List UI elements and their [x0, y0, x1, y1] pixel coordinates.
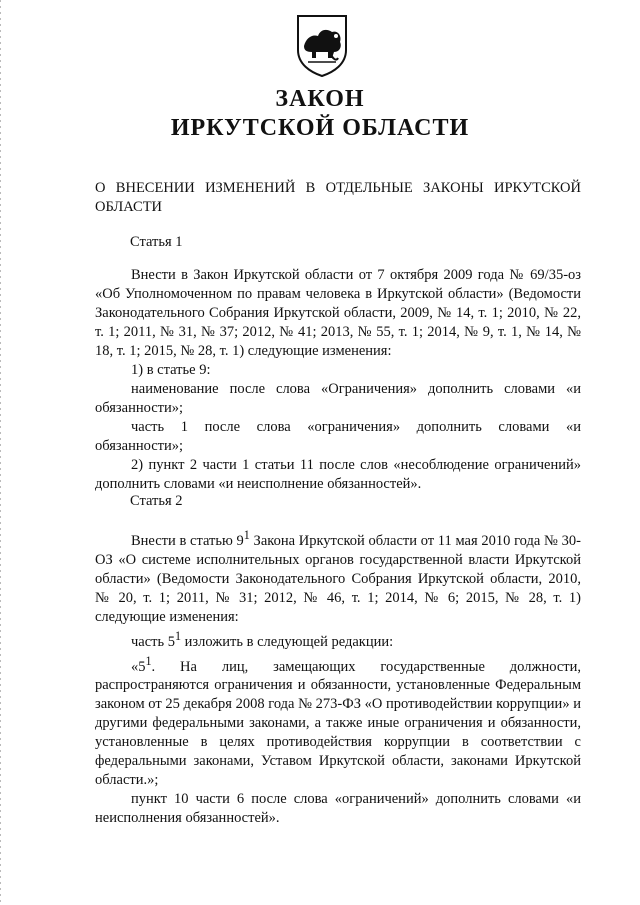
- text-fragment: изложить в следующей редакции:: [181, 633, 394, 650]
- text-fragment: Закона Иркутской области от 11 мая 2010 года № 30-ОЗ «О системе исполнительных органов государственной власти Иркутской области» (Ведомости Законодательного Собрания Иркутской области, 2010, № 20, т. 1; 2011, № 31; 2012, № 46, т. 1; 2014, № 6; 2015, № 28, т. 1) следующие изменения:: [95, 532, 582, 625]
- coat-of-arms-icon: [294, 12, 350, 78]
- article-2-paragraph: [95, 627, 581, 652]
- article-1-paragraph: часть 1 после слова «ограничения» дополнить словами «и обязанности»;: [95, 419, 581, 454]
- law-subject: О ВНЕСЕНИИ ИЗМЕНЕНИЙ В ОТДЕЛЬНЫЕ ЗАКОНЫ ИРКУТСКОЙ ОБЛАСТИ: [95, 180, 581, 215]
- article-2-heading: Статья 2: [130, 493, 183, 509]
- law-title: ЗАКОН: [275, 86, 365, 112]
- article-2-paragraph: [95, 526, 581, 627]
- superscript: 1: [145, 653, 152, 668]
- article-1-paragraph: наименование после слова «Ограничения» дополнить словами «и обязанности»;: [95, 381, 581, 416]
- superscript: 1: [243, 528, 250, 542]
- article-2-paragraph: [95, 652, 581, 791]
- text-fragment: Внести в статью 9: [131, 532, 244, 549]
- article-1-item: 1) в статье 9:: [131, 362, 211, 378]
- text-fragment: . На лиц, замещающих государственные должности, распространяются ограничения и обязанности, установленные Федеральным законом от 25 декабря 2008 года № 273-ФЗ «О противодействии коррупции» и другими федеральными законами, а также иные ограничения и обязанности, установленные в целях противодействия коррупции в соответствии с федеральными законами, Уставом Иркутской области, законами Иркутской области.»;: [95, 658, 581, 789]
- article-2-paragraph: пункт 10 части 6 после слова «ограничений» дополнить словами «и неисполнения обязанностей».: [95, 791, 581, 827]
- text-fragment: часть 5: [131, 633, 175, 650]
- article-1-heading: Статья 1: [130, 234, 183, 250]
- text-fragment: «5: [131, 658, 146, 675]
- article-1-paragraph: 2) пункт 2 части 1 статьи 11 после слов «несоблюдение ограничений» дополнить словами «и неисполнение обязанностей».: [95, 457, 581, 492]
- article-1-paragraph: Внести в Закон Иркутской области от 7 октября 2009 года № 69/35-оз «Об Уполномоченном по правам человека в Иркутской области» (Ведомости Законодательного Собрания Иркутской области, 2009, № 14, т. 1; 2010, № 22, т. 1; 2011, № 31, № 37; 2012, № 41; 2013, № 55, т. 1; 2014, № 9, т. 1, № 14, № 18, т. 1; 2015, № 28, т. 1) следующие изменения:: [95, 267, 581, 359]
- superscript: 1: [175, 628, 182, 643]
- article-1-body: [95, 266, 581, 494]
- region-title: ИРКУТСКОЙ ОБЛАСТИ: [170, 115, 470, 141]
- article-2-body: [95, 526, 581, 828]
